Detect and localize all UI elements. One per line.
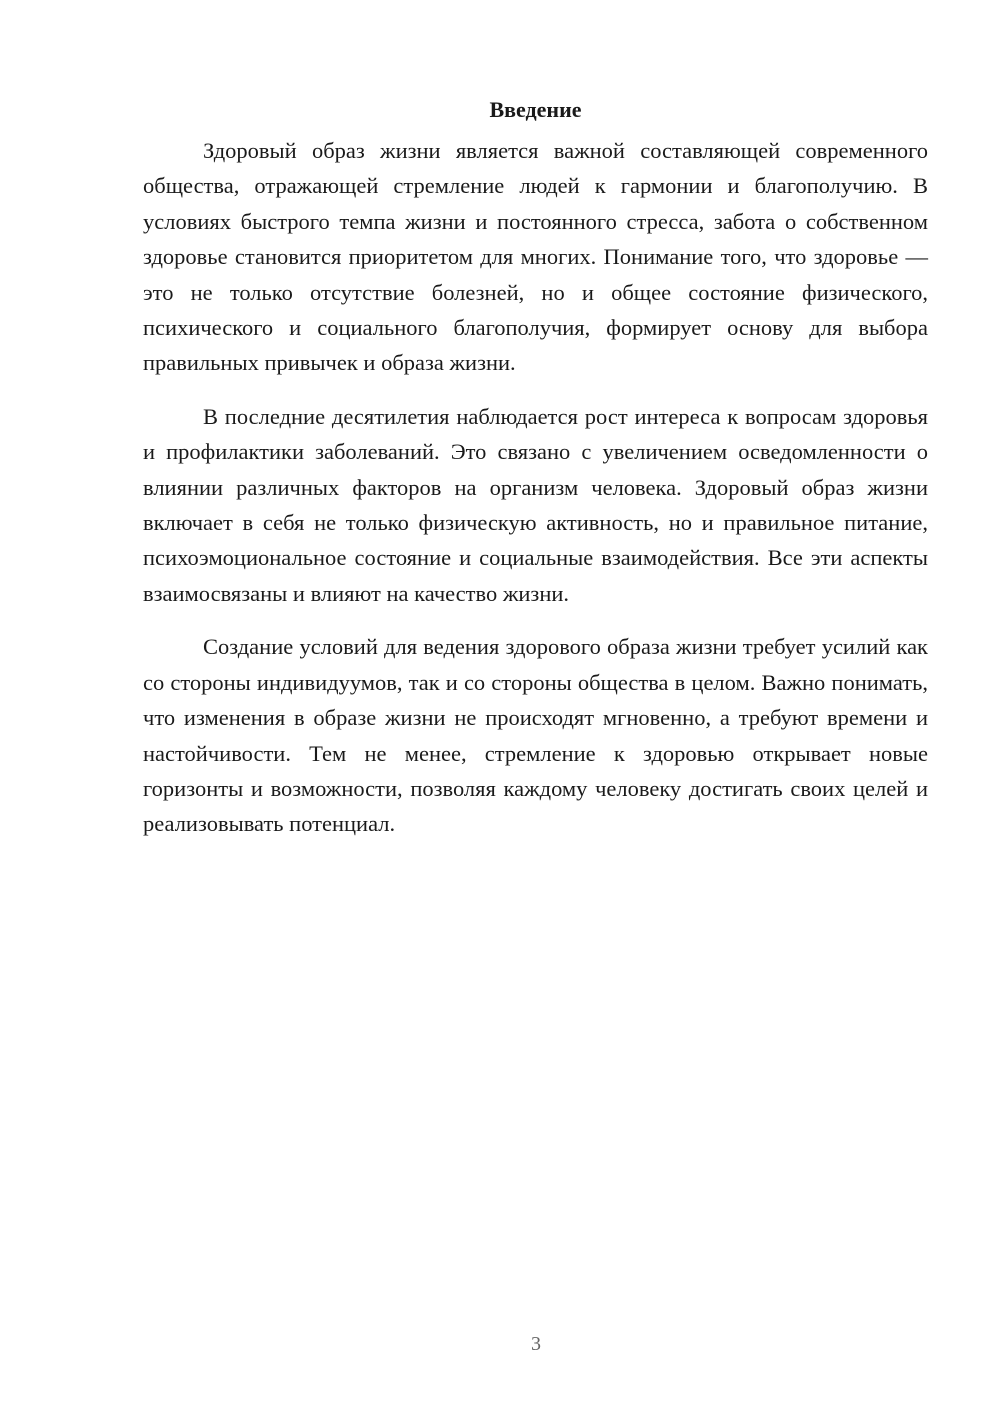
paragraph-3: Создание условий для ведения здорового образа жизни требует усилий как со стороны индивидуумов, так и со стороны общества в целом. Важно понимать, что изменения в образе жизни не происходят мгновенно, а требуют времени и настойчивости. Тем не менее, стремление к здоровью открывает новые горизонты и возможности, позволяя каждому человеку достигать своих целей и реализовывать потенциал. <box>143 634 928 837</box>
paragraph-1: Здоровый образ жизни является важной составляющей современного общества, отражающей стремление людей к гармонии и благополучию. В условиях быстрого темпа жизни и постоянного стресса, забота о собственном здоровье становится приоритетом для многих. Понимание того, что здоровье — это не только отсутствие болезней, но и общее состояние физического, психического и социального благополучия, формирует основу для выбора правильных привычек и образа жизни. <box>143 138 928 376</box>
section-heading: Введение <box>489 97 582 122</box>
page-number: 3 <box>531 1333 541 1355</box>
page-content <box>143 92 928 860</box>
paragraph-2: В последние десятилетия наблюдается рост интереса к вопросам здоровья и профилактики заболеваний. Это связано с увеличением осведомленности о влиянии различных факторов на организм человека. Здоровый образ жизни включает в себя не только физическую активность, но и правильное питание, психоэмоциональное состояние и социальные взаимодействия. Все эти аспекты взаимосвязаны и влияют на качество жизни. <box>143 403 928 606</box>
